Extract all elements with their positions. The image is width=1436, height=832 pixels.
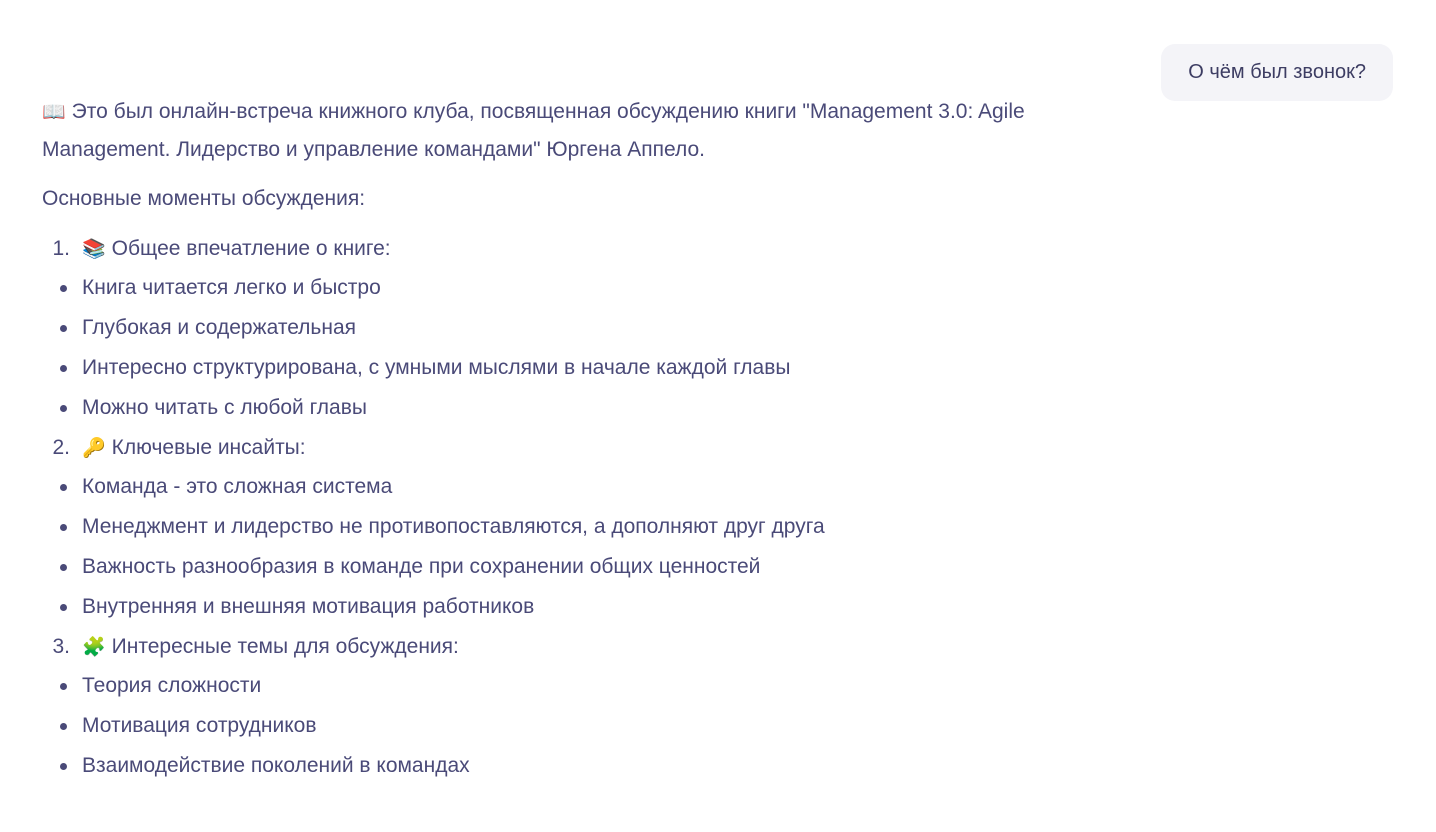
list-item — [42, 467, 1132, 507]
bullet-dot — [42, 285, 82, 292]
list-item-text: Глубокая и содержательная — [82, 316, 357, 339]
assistant-answer — [42, 93, 1132, 786]
list-item — [42, 507, 1132, 547]
open-book-icon: 📖 — [42, 101, 66, 123]
bullet-dot — [42, 365, 82, 372]
section-title: Интересные темы для обсуждения: — [111, 634, 459, 658]
bullet-dot — [42, 325, 82, 332]
section-heading-3 — [42, 627, 1132, 666]
list-item — [42, 746, 1132, 786]
list-item-text: Команда - это сложная система — [82, 475, 393, 498]
section-heading-2 — [42, 428, 1132, 467]
list-item — [42, 308, 1132, 348]
books-icon: 📚 — [82, 237, 106, 260]
list-item — [42, 547, 1132, 587]
section-heading-1 — [42, 229, 1132, 268]
list-item-text: Внутренняя и внешняя мотивация работников — [82, 595, 535, 618]
list-item-text: Книга читается легко и быстро — [82, 276, 381, 299]
bullet-dot — [42, 683, 82, 690]
list-item — [42, 388, 1132, 428]
section-number: 1. — [52, 236, 70, 260]
user-message-bubble — [1161, 44, 1393, 101]
bullet-dot — [42, 723, 82, 730]
section-number: 2. — [52, 435, 70, 459]
intro-text: Это был онлайн-встреча книжного клуба, посвященная обсуждению книги "Management 3.0: Agile Management. Лидерство и управление командами" Юргена Аппело. — [42, 100, 1025, 161]
bullet-dot — [42, 484, 82, 491]
section-title: Ключевые инсайты: — [111, 435, 306, 459]
key-icon: 🔑 — [82, 436, 106, 459]
bullet-dot — [42, 604, 82, 611]
list-item-text: Теория сложности — [82, 674, 262, 697]
list-item — [42, 666, 1132, 706]
list-item-text: Важность разнообразия в команде при сохранении общих ценностей — [82, 555, 761, 578]
intro-paragraph — [42, 93, 1132, 169]
list-item — [42, 348, 1132, 388]
section-title: Общее впечатление о книге: — [111, 236, 391, 260]
bullet-dot — [42, 763, 82, 770]
list-item-text: Менеджмент и лидерство не противопоставляются, а дополняют друг друга — [82, 515, 825, 538]
list-item-text: Интересно структурирована, с умными мыслями в начале каждой главы — [82, 356, 791, 379]
bullet-dot — [42, 405, 82, 412]
list-item — [42, 268, 1132, 308]
discussion-list — [42, 229, 1132, 786]
list-item-text: Мотивация сотрудников — [82, 714, 317, 737]
puzzle-piece-icon: 🧩 — [82, 635, 106, 658]
user-message-text: О чём был звонок? — [1188, 61, 1366, 83]
bullet-dot — [42, 524, 82, 531]
list-item-text: Можно читать с любой главы — [82, 396, 367, 419]
bullet-dot — [42, 564, 82, 571]
summary-heading: Основные моменты обсуждения: — [42, 187, 366, 210]
list-item — [42, 587, 1132, 627]
list-item-text: Взаимодействие поколений в командах — [82, 754, 470, 777]
section-number: 3. — [52, 634, 70, 658]
list-item — [42, 706, 1132, 746]
